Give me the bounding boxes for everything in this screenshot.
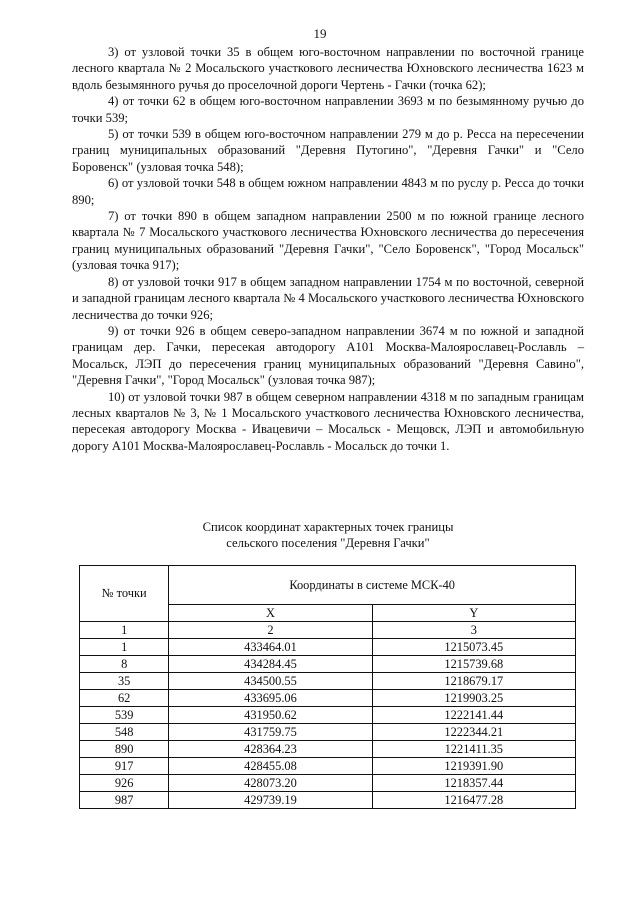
point-number-cell: 890: [80, 741, 169, 758]
y-cell: 1221411.35: [372, 741, 575, 758]
x-cell: 433695.06: [169, 690, 372, 707]
header-x: X: [169, 605, 372, 622]
x-cell: 434284.45: [169, 656, 372, 673]
table-row: [80, 724, 576, 741]
table-title-line: Список координат характерных точек границы: [202, 520, 454, 534]
point-number-cell: 62: [80, 690, 169, 707]
y-cell: 1222344.21: [372, 724, 575, 741]
x-cell: 433464.01: [169, 639, 372, 656]
table-row: [80, 690, 576, 707]
y-cell: 1219903.25: [372, 690, 575, 707]
coordinates-table: [79, 565, 576, 809]
table-row: [80, 707, 576, 724]
body-text: [72, 44, 584, 454]
table-row: [80, 792, 576, 809]
y-cell: 1219391.90: [372, 758, 575, 775]
paragraph: 10) от узловой точки 987 в общем северном направлении 4318 м по западным границам лесных кварталов № 3, № 1 Мосальского участкового лесничества Юхновского лесничества, пересекая автодорогу Москва - Ивацевичи – Мосальск - Мещовск, ЛЭП и автомобильную дорогу А101 Москва-Малоярославец-Рославль - Мосальск до точки 1.: [72, 389, 584, 453]
y-cell: 1216477.28: [372, 792, 575, 809]
y-cell: 1215073.45: [372, 639, 575, 656]
paragraph: 9) от точки 926 в общем северо-западном направлении 3674 м по южной и западной границам дер. Гачки, пересекая автодорогу А101 Москва-Малоярославец-Рославль – Мосальск, ЛЭП до пересечения границ муниципальных образований "Деревня Савино", "Деревня Гачки", "Город Мосальск" (узловая точка 987);: [72, 323, 584, 388]
paragraph: 7) от точки 890 в общем западном направлении 2500 м по южной границе лесного квартала № 7 Мосальского участкового лесничества Юхновского лесничества до пересечения границ муниципальных образований "Деревня Гачки", "Село Боровенск", "Город Мосальск" (узловая точка 917);: [72, 209, 584, 273]
table-row: [80, 639, 576, 656]
y-cell: 1222141.44: [372, 707, 575, 724]
numbering-cell: 2: [169, 622, 372, 639]
paragraph: 5) от точки 539 в общем юго-восточном направлении 279 м до р. Ресса на пересечении границ муниципальных образований "Деревня Путогино", "Деревня Гачки" и "Село Боровенск" (узловая точка 548);: [72, 127, 584, 174]
y-cell: 1218679.17: [372, 673, 575, 690]
point-number-cell: 917: [80, 758, 169, 775]
table-title-line: сельского поселения "Деревня Гачки": [226, 536, 430, 551]
header-coordinates: Координаты в системе МСК-40: [169, 566, 576, 605]
x-cell: 429739.19: [169, 792, 372, 809]
header-point-number: № точки: [80, 566, 169, 622]
numbering-cell: 3: [372, 622, 575, 639]
y-cell: 1215739.68: [372, 656, 575, 673]
x-cell: 434500.55: [169, 673, 372, 690]
table-row: [80, 758, 576, 775]
table-row: [80, 656, 576, 673]
x-cell: 428364.23: [169, 741, 372, 758]
page-number: 19: [313, 26, 327, 41]
x-cell: 431759.75: [169, 724, 372, 741]
point-number-cell: 539: [80, 707, 169, 724]
table-title: [72, 519, 584, 552]
numbering-cell: 1: [80, 622, 169, 639]
point-number-cell: 8: [80, 656, 169, 673]
y-cell: 1218357.44: [372, 775, 575, 792]
point-number-cell: 987: [80, 792, 169, 809]
x-cell: 428073.20: [169, 775, 372, 792]
table-row: [80, 741, 576, 758]
paragraph: 3) от узловой точки 35 в общем юго-восточном направлении по восточной границе лесного квартала № 2 Мосальского участкового лесничества Юхновского лесничества 1623 м вдоль безымянного ручья до проселочной дороги Чертень - Гачки (точка 62);: [72, 45, 584, 92]
table-row: [80, 673, 576, 690]
point-number-cell: 926: [80, 775, 169, 792]
table-row: [80, 775, 576, 792]
point-number-cell: 548: [80, 724, 169, 741]
header-y: Y: [372, 605, 575, 622]
numbering-row: [80, 622, 576, 639]
paragraph: 6) от узловой точки 548 в общем южном направлении 4843 м по руслу р. Ресса до точки 890;: [72, 176, 584, 207]
x-cell: 428455.08: [169, 758, 372, 775]
paragraph: 4) от точки 62 в общем юго-восточном направлении 3693 м по безымянному ручью до точки 539;: [72, 94, 584, 125]
paragraph: 8) от узловой точки 917 в общем западном направлении 1754 м по восточной, северной и западной границам лесного квартала № 4 Мосальского участкового лесничества Юхновского лесничества до точки 926;: [72, 274, 584, 322]
x-cell: 431950.62: [169, 707, 372, 724]
point-number-cell: 1: [80, 639, 169, 656]
point-number-cell: 35: [80, 673, 169, 690]
